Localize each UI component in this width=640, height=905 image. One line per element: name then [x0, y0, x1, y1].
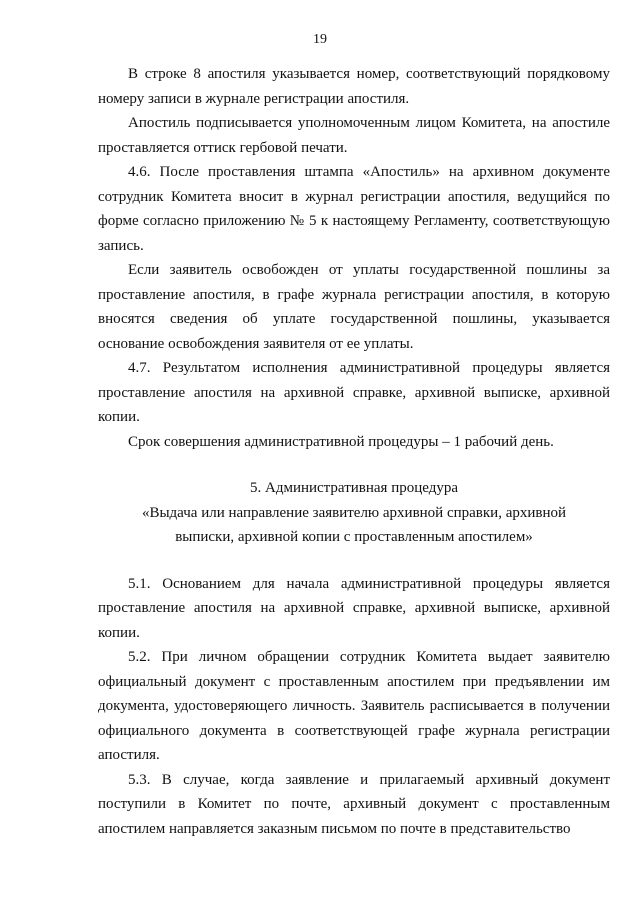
section-subtitle: «Выдача или направление заявителю архивной справки, архивной выписки, архивной копии с проставленным апостилем»: [141, 504, 567, 545]
paragraph-4-6: 4.6. После проставления штампа «Апостиль» на архивном документе сотрудник Комитета вносит в журнал регистрации апостиля, ведущийся по форме согласно приложению № 5 к настоящему Регламенту, соответствующую запись.: [98, 164, 610, 254]
paragraph-procedure-term: Срок совершения административной процедуры – 1 рабочий день.: [128, 433, 554, 450]
paragraph-apostille-line8: В строке 8 апостиля указывается номер, соответствующий порядковому номеру записи в журнале регистрации апостиля.: [98, 66, 610, 107]
paragraph-5-3: 5.3. В случае, когда заявление и прилагаемый архивный документ поступили в Комитет по почте, архивный документ с проставленным апостилем направляется заказным письмом по почте в представительство: [98, 771, 610, 837]
paragraph-5-2: 5.2. При личном обращении сотрудник Комитета выдает заявителю официальный документ с проставленным апостилем при предъявлении им документа, удостоверяющего личность. Заявитель расписывается в получении официального документа в соответствующей графе журнала регистрации апостиля.: [98, 649, 610, 763]
paragraph-4-7: 4.7. Результатом исполнения административной процедуры является проставление апостиля на архивной справке, архивной выписке, архивной копии.: [98, 360, 610, 425]
section-title: 5. Административная процедура: [249, 480, 458, 496]
paragraph-fee-exemption: Если заявитель освобожден от уплаты государственной пошлины за проставление апостиля, в графе журнала регистрации апостиля, в которую вносятся сведения об уплате государственной пошлины, указывается основание освобождения заявителя от ее уплаты.: [98, 262, 610, 352]
spacer: [98, 550, 610, 572]
page-number: 19: [313, 32, 327, 47]
document-body: [98, 62, 610, 841]
paragraph-apostille-signature: Апостиль подписывается уполномоченным лицом Комитета, на апостиле проставляется оттиск гербовой печати.: [98, 115, 610, 156]
paragraph-5-1: 5.1. Основанием для начала административной процедуры является проставление апостиля на архивной справке, архивной выписке, архивной копии.: [98, 575, 610, 641]
